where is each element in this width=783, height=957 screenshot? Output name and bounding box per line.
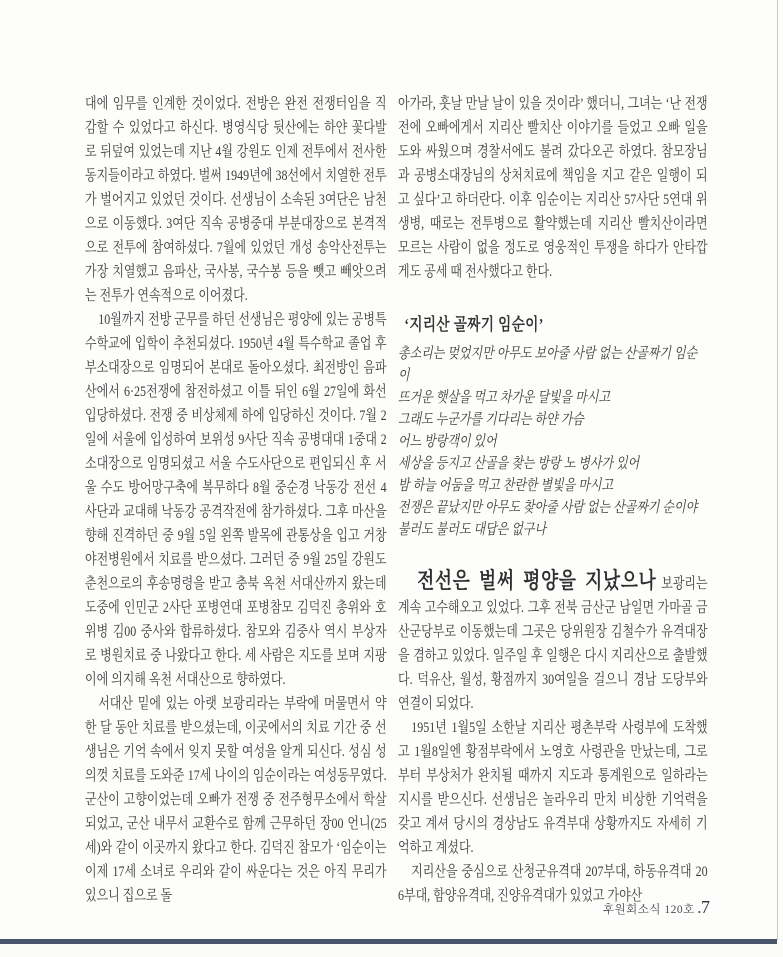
section-lead-text: 보광리는 계속 고수해오고 있었다. 그후 전북 금산군 남일면 가마골 금산군당부로 이동했는데 그곳은 당위원장 김철수가 유격대장을 겸하고 있었다. 일주일 후 일행은 다시 지리산으로 출발했다. 덕유산, 월성, 황점까지 30여일을 걸으니 경남 도당부와 연결이 되었다. xyxy=(398,576,708,712)
section-lead-paragraph xyxy=(398,567,708,716)
poem xyxy=(398,343,708,541)
paragraph-continuation: 대에 임무를 인계한 것이었다. 전방은 완전 전쟁터임을 직감할 수 있었다고 하신다. 병영식당 뒷산에는 하얀 꽃다발로 뒤덮여 있었는데 지난 4월 강원도 인제 전투에서 전사한 동지들이라고 하였다. 벌써 1949년에 38선에서 치열한 전투가 벌어지고 있었던 것이다. 선생님이 소속된 3여단은 남천으로 이동했다. 3여단 직속 공병중대 부분대장으로 본격적으로 전투에 참여하셨다. 7월에 있었던 개성 송악산전투는 가장 치열했고 음파산, 국사봉, 국수봉 등을 뺏고 빼앗으려는 전투가 연속적으로 이어졌다. xyxy=(85,96,387,304)
poem-line: 어느 방랑객이 있어 xyxy=(398,434,497,450)
right-column-text xyxy=(398,92,708,908)
right-column xyxy=(398,92,708,908)
scan-edge-right-line xyxy=(777,0,778,940)
page-number-dot: . xyxy=(697,901,701,916)
page-footer xyxy=(603,897,710,918)
poem-line: 그래도 누군가를 기다리는 하얀 가슴 xyxy=(398,412,584,428)
paragraph: 지리산을 중심으로 산청군유격대 207부대, 하동유격대 206부대, 함양유격대, 진양유격대가 있었고 가야산 xyxy=(398,864,708,904)
issue-label: 후원회소식 120호 xyxy=(602,904,695,916)
poem-title: ‘지리산 골짜기 임순이’ xyxy=(404,315,544,334)
paragraph: 10월까지 전방 군무를 하던 선생님은 평양에 있는 공병특수학교에 입학이 추천되셨다. 1950년 4월 특수학교 졸업 후 부소대장으로 임명되어 본대로 돌아오셨다. 최전방인 음파산에서 6·25전쟁에 참전하셨고 이틀 뒤인 6월 27일에 화선 입당하셨다. 전쟁 중 비상체제 하에 입당하신 것이다. 7월 2일에 서울에 입성하여 보위성 9사단 직속 공병대대 1중대 2소대장으로 임명되셨고 서울 수도사단으로 편입되신 후 서울 수도 방어망구축에 복무하다 8월 중순경 낙동강 전선 4사단과 교대해 낙동강 공격작전에 참가하셨다. 그후 마산을 향해 진격하던 중 9월 5일 왼쪽 발목에 관통상을 입고 거창 야전병원에서 치료를 받으셨다. 그러던 중 9월 25일 강원도 춘천으로의 후송명령을 받고 충북 옥천 서대산까지 왔는데 도중에 인민군 2사단 포병연대 포병참모 김덕진 총위와 호위병 김00 중사와 합류하셨다. 참모와 김중사 역시 부상자로 병원치료 중 나왔다고 한다. 세 사람은 지도를 보며 지팡이에 의지해 옥천 서대산으로 향하였다. xyxy=(85,312,387,688)
paragraph: 1951년 1월5일 소한날 지리산 평촌부락 사령부에 도착했고 1월8일엔 황점부락에서 노영호 사령관을 만났는데, 그로부터 부상처가 완치될 때까지 지도과 통계원으로 일하라는 지시를 받으신다. 선생님은 놀라우리 만치 비상한 기억력을 갖고 계셔 당시의 경상남도 유격부대 상황까지도 자세히 기억하고 계셨다. xyxy=(398,720,708,856)
left-column-text xyxy=(85,92,387,908)
poem-line: 전쟁은 끝났지만 아무도 찾아줄 사람 없는 산골짜기 순이야 xyxy=(398,500,698,516)
poem-line: 불러도 불러도 대답은 없구나 xyxy=(398,522,547,538)
poem-line: 세상을 등지고 산골을 찾는 방랑 노 병사가 있어 xyxy=(398,456,640,472)
scan-edge-bottom-margin xyxy=(0,944,783,957)
section-heading: 전선은 벌써 평양을 지났으나 xyxy=(417,568,657,593)
paragraph: 서대산 밑에 있는 아랫 보광리라는 부락에 머물면서 약 한 달 동안 치료를 받으셨는데, 이곳에서의 치료 기간 중 선생님은 기억 속에서 잊지 못할 여성을 알게 되신다. 성심 성의껏 치료를 도와준 17세 나이의 임순이라는 여성동무였다. 군산이 고향이었는데 오빠가 전쟁 중 전주형무소에서 학살되었고, 군산 내무서 교환수로 함께 근무하던 장00 언니(25세)와 같이 이곳까지 왔다고 한다. 김덕진 참모가 ‘임순이는 이제 17세 소녀로 우리와 같이 싸운다는 것은 아직 무리가 있으니 집으로 돌 xyxy=(85,696,387,904)
page-number: 7 xyxy=(701,897,710,917)
poem-line: 밤 하늘 어둠을 먹고 찬란한 별빛을 마시고 xyxy=(398,478,614,494)
poem-line: 총소리는 멎었지만 아무도 보아줄 사람 없는 산골짜기 임순이 xyxy=(398,346,698,384)
poem-line: 뜨거운 햇살을 먹고 차가운 달빛을 마시고 xyxy=(398,390,611,406)
left-column xyxy=(85,92,387,908)
paragraph-continuation: 아가라, 훗날 만날 날이 있을 것이랴’ 했더니, 그녀는 ‘난 전쟁 전에 오빠에게서 지리산 빨치산 이야기를 들었고 오빠 일을 도와 싸웠으며 경찰서에도 불려 갔다오곤 하였다. 참모장님과 공병소대장님의 상처치료에 책임을 지고 같은 일행이 되고 싶다’고 하더란다. 이후 임순이는 지리산 57사단 5연대 위생병, 때로는 전투병으로 활약했는데 지리산 빨치산이라면 모르는 사람이 없을 정도로 영웅적인 투쟁을 하다가 안타깝게도 공세 때 전사했다고 한다. xyxy=(398,96,708,280)
